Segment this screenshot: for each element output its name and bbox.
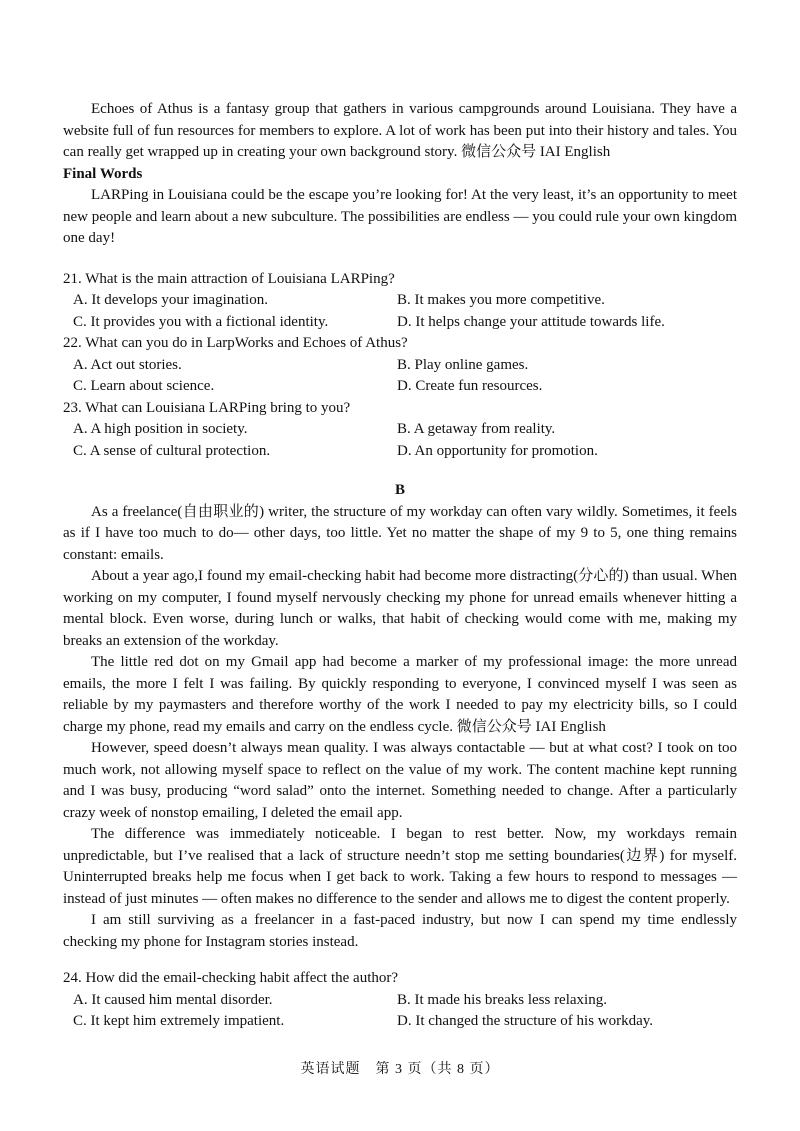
question-22-option-a [73,355,397,377]
option-label: A. [73,421,88,437]
question-23-stem: What can Louisiana LARPing bring to you? [85,399,351,416]
question-24-option-c [73,1011,397,1033]
option-label: D. [397,442,412,459]
passage-b-paragraph-2: About a year ago,I found my email-checking habit had become more distracting(分心的) than usual. When working on my computer, I found myself nervously checking my phone for unread emails whenever hitting a mental block. Even worse, during lunch or walks, that habit of checking would come with me, making my breaks an extension of the workday. [63,568,737,649]
option-label: C. [73,378,87,394]
option-text: It provides you with a fictional identity. [90,313,329,330]
section-b-heading: B [394,482,405,498]
option-text: It kept him extremely impatient. [90,1013,285,1029]
option-text: It caused him mental disorder. [91,991,273,1008]
question-22-option-c [73,376,397,398]
passage-b-paragraph-4: However, speed doesn’t always mean quality. I was always contactable — but at what cost? I took on too much work, not allowing myself space to reflect on the value of my work. The content machine kept running and I was busy, producing “word salad” onto the internet. Something needed to change. After a particularly crazy week of nonstop emailing, I deleted the email app. [63,740,737,821]
passage-b-paragraph-3: The little red dot on my Gmail app had become a marker of my professional image: the more unread emails, the more I felt I was failing. By quickly responding to everyone, I convinced myself I was seen as reliable by my paymasters and therefore worthy of the work I needed to pay my electricity bills, so I could charge my phone, read my emails and carry on the endless cycle. 微信公众号 IAI English [63,654,737,735]
questions-21-23 [63,269,737,463]
question-23-option-d [397,441,737,463]
passage-b-paragraph-6: I am still surviving as a freelancer in a fast-paced industry, but now I can spend my time endlessly checking my phone for Instagram stories instead. [63,912,737,950]
question-23-number: 23. [63,399,82,416]
passage-b [63,502,737,954]
passage-b-paragraph-5: The difference was immediately noticeable. I began to rest better. Now, my workdays remain unpredictable, but I’ve realised that a lack of structure needn’t stop me setting boundaries(边界) for myself. Uninterrupted breaks help me focus when I get back to work. Taking a few hours to respond to messages — instead of just minutes — often makes no difference to the sender and allows me to digest the content properly. [63,826,737,907]
option-text: An opportunity for promotion. [414,442,598,459]
option-text: Learn about science. [90,378,215,394]
question-21-option-b [397,290,737,312]
option-label: C. [73,313,87,330]
option-text: Create fun resources. [415,378,543,394]
option-label: C. [73,442,87,459]
option-label: B. [397,292,411,308]
passage-b-paragraph-1: As a freelance(自由职业的) writer, the structure of my workday can often vary wildly. Sometimes, it feels as if I have too much to do— other days, too little. Yet no matter the shape of my 9 to 5, one thing remains constant: emails. [63,503,737,563]
question-22-text [63,333,737,355]
question-22-stem: What can you do in LarpWorks and Echoes of Athus? [85,335,408,351]
option-label: A. [73,991,88,1008]
question-24-options [63,990,737,1033]
question-23-option-c [73,441,397,463]
question-23-option-b [397,419,737,441]
option-text: It made his breaks less relaxing. [414,991,607,1008]
option-label: B. [397,421,411,437]
question-21 [63,269,737,334]
question-21-option-c [73,312,397,334]
question-24-option-a [73,990,397,1012]
question-21-number: 21. [63,270,82,287]
option-label: D. [397,313,412,330]
question-22 [63,333,737,398]
option-text: Act out stories. [90,356,182,373]
question-24-option-d [397,1011,737,1033]
option-text: It changed the structure of his workday. [415,1013,654,1029]
page-footer: 英语试题 第 3 页（共 8 页） [300,1061,500,1077]
passage-a-final-words-heading: Final Words [63,165,143,182]
option-text: A sense of cultural protection. [89,442,271,459]
question-24-option-b [397,990,737,1012]
option-label: B. [397,991,411,1008]
question-22-option-b [397,355,737,377]
option-label: A. [73,356,88,373]
option-label: D. [397,378,412,394]
question-24-stem: How did the email-checking habit affect the author? [85,970,399,986]
question-24-number: 24. [63,970,82,986]
passage-a-paragraph-2: LARPing in Louisiana could be the escape you’re looking for! At the very least, it’s an opportunity to meet new people and learn about a new subculture. The possibilities are endless — you could rule your own kingdom one day! [63,187,737,246]
question-22-option-d [397,376,737,398]
option-text: A high position in society. [90,421,248,437]
option-text: It makes you more competitive. [414,292,605,308]
question-24 [63,968,737,1033]
option-text: Play online games. [414,356,529,373]
question-21-option-d [397,312,737,334]
passage-a-paragraph-1: Echoes of Athus is a fantasy group that gathers in various campgrounds around Louisiana. They have a website full of fun resources for members to explore. A lot of work has been put into their history and tales. You can really get wrapped up in creating your own background story. 微信公众号 IAI English [63,101,737,160]
question-23-options [63,419,737,462]
question-24-text [63,968,737,990]
option-label: B. [397,356,411,373]
option-text: It helps change your attitude towards life. [415,313,665,330]
question-23-option-a [73,419,397,441]
question-23-text [63,398,737,420]
question-21-stem: What is the main attraction of Louisiana LARPing? [85,270,395,287]
question-21-options [63,290,737,333]
option-label: D. [397,1013,412,1029]
option-label: C. [73,1013,87,1029]
option-text: A getaway from reality. [413,421,556,437]
question-21-text [63,269,737,291]
option-label: A. [73,292,88,308]
option-text: It develops your imagination. [91,292,268,308]
question-21-option-a [73,290,397,312]
question-22-number: 22. [63,335,82,351]
question-23 [63,398,737,463]
question-22-options [63,355,737,398]
